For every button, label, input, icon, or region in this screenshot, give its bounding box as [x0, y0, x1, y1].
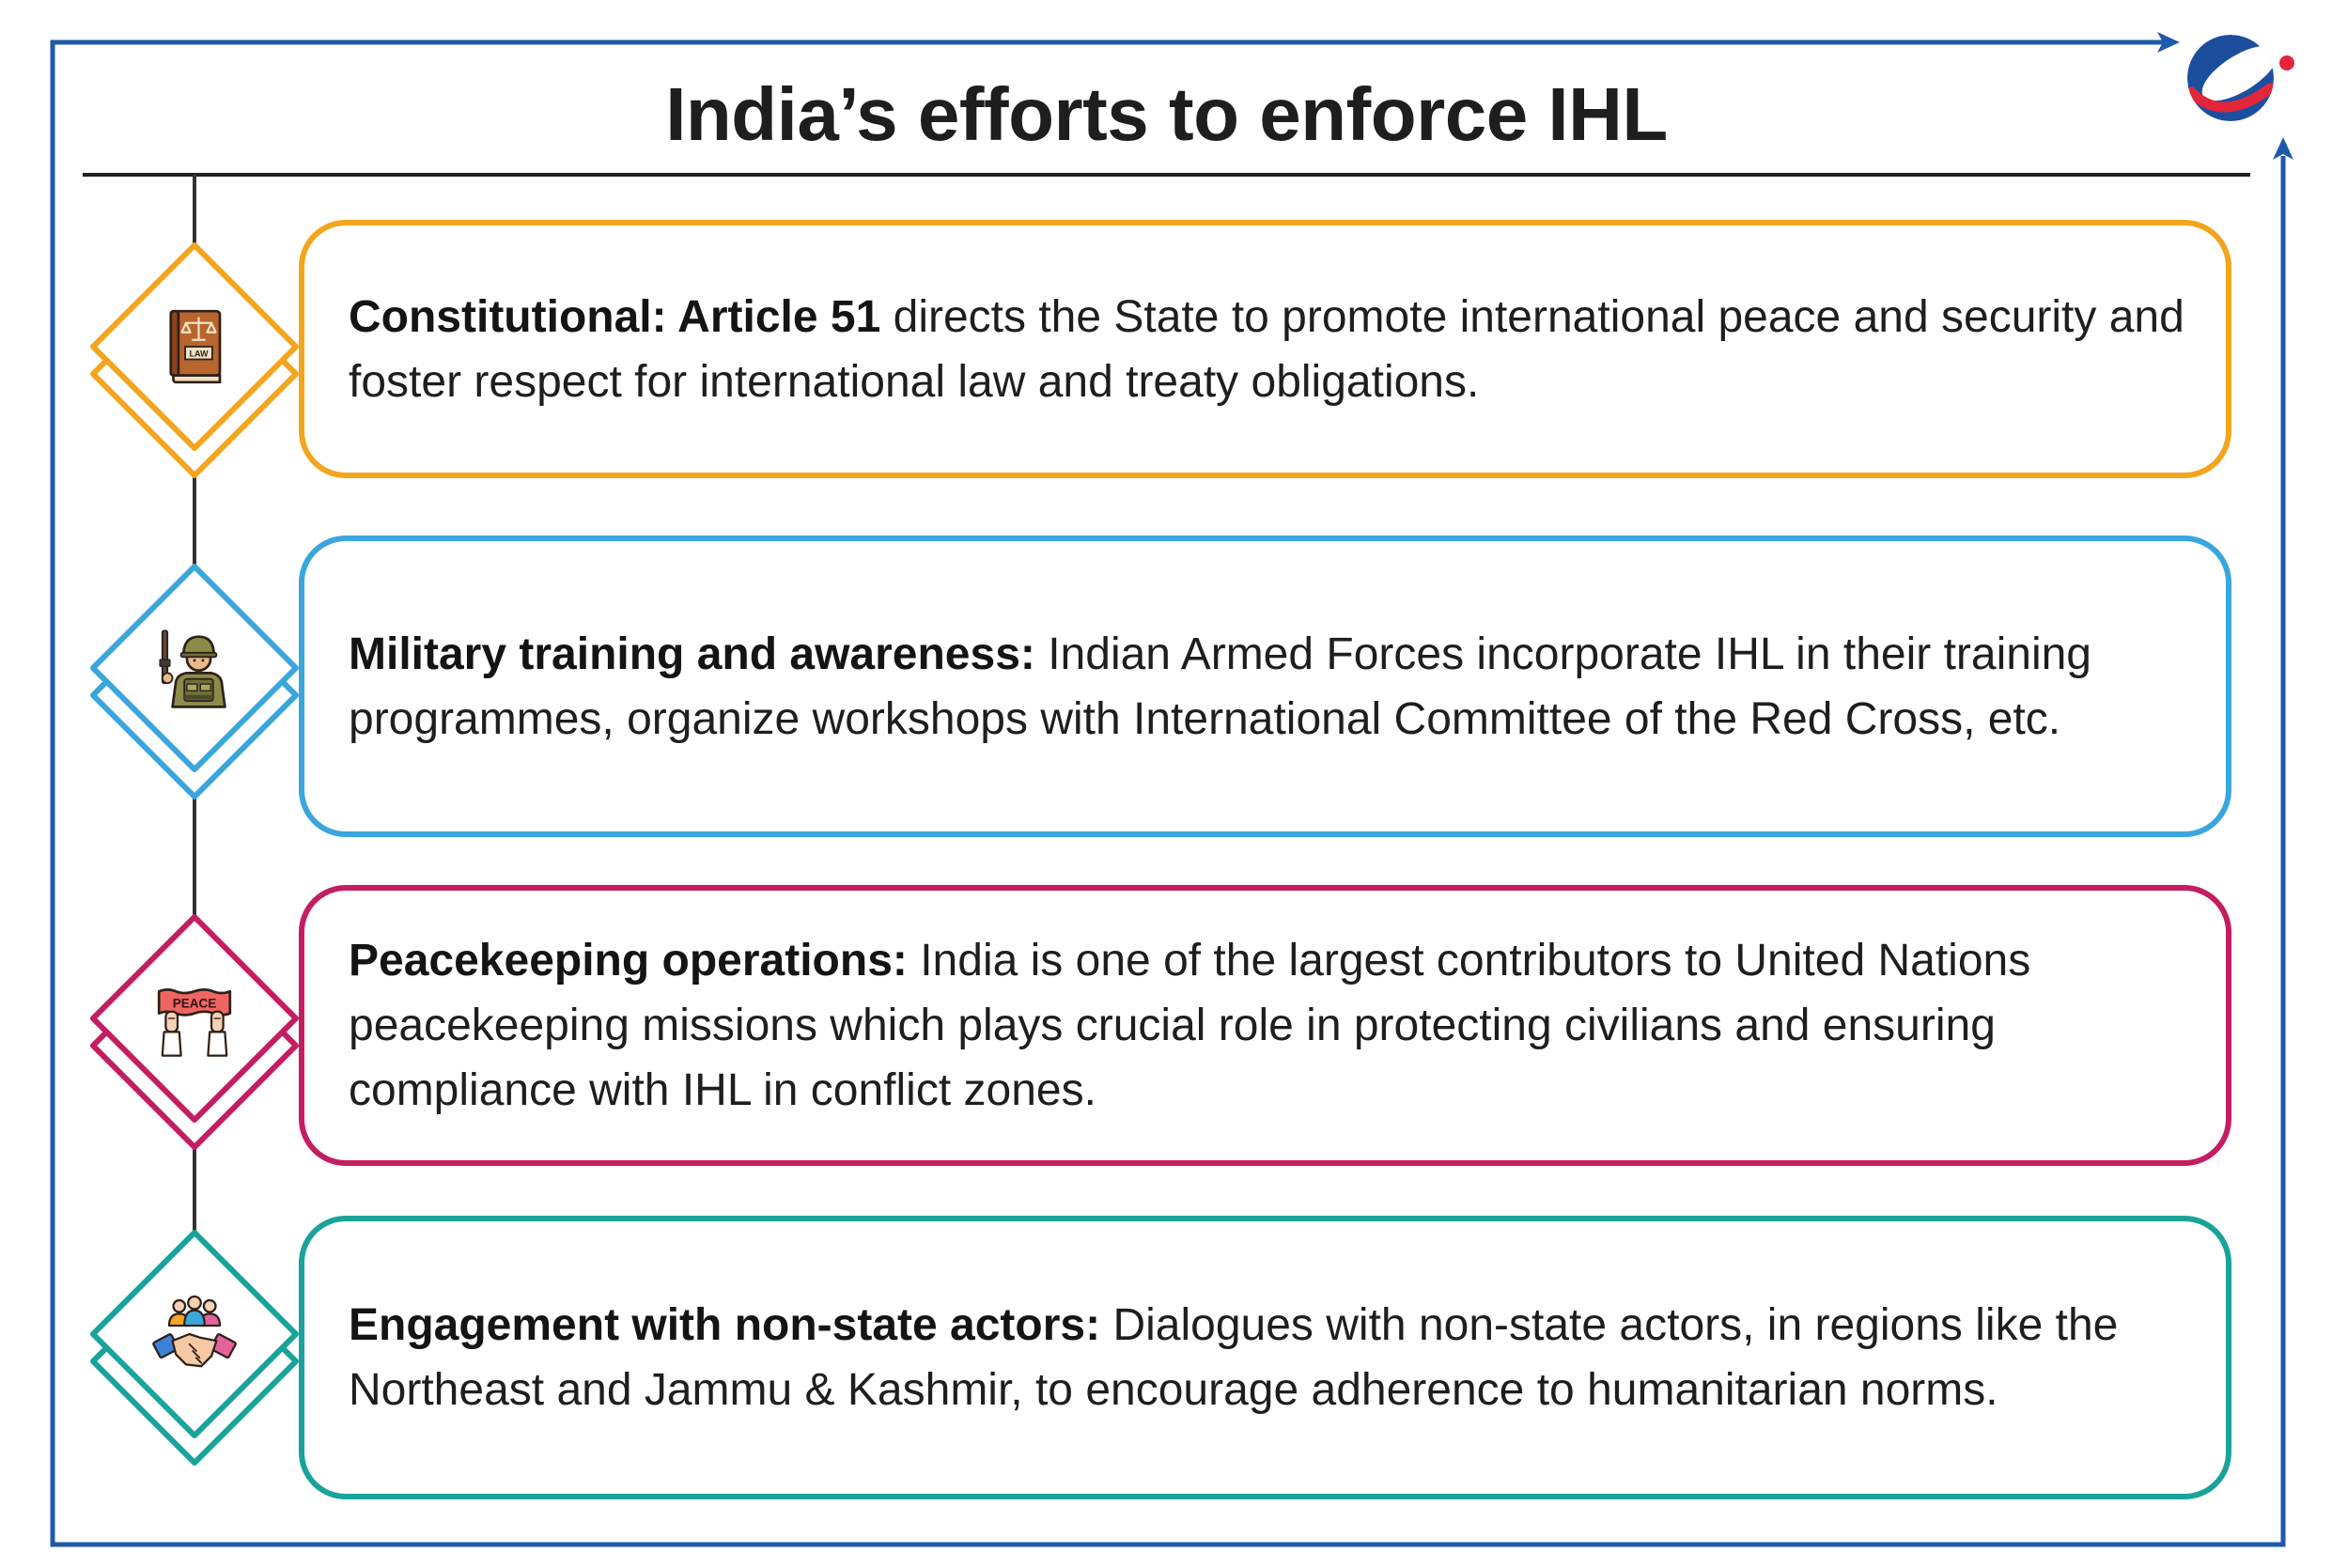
page-title: India’s efforts to enforce IHL	[665, 72, 1668, 156]
helmet-brim	[181, 653, 217, 658]
card-military-training	[299, 536, 2231, 837]
eye	[202, 659, 205, 661]
card-peacekeeping	[299, 885, 2231, 1166]
book-pages	[174, 376, 221, 382]
right-sleeve	[208, 1032, 226, 1055]
card-constitutional	[299, 220, 2231, 478]
vest-pocket	[200, 684, 210, 691]
card-text	[349, 1293, 2188, 1422]
law-book-icon	[152, 304, 237, 389]
card-heading: Engagement with non-state actors:	[349, 1300, 1101, 1350]
left-hand	[165, 1012, 178, 1032]
diamond-marker	[63, 1212, 326, 1494]
vest-belt	[184, 695, 213, 700]
diamond-marker	[63, 896, 326, 1178]
card-heading: Constitutional: Article 51	[349, 291, 881, 342]
card-text	[349, 622, 2188, 752]
card-description: Indian Armed Forces incorporate IHL in their training programmes, organize workshops with International Committee of the Red Cross, etc.	[349, 629, 2091, 744]
banner-text: PEACE	[172, 996, 217, 1011]
rifle-grip	[160, 660, 170, 666]
soldier-icon	[152, 626, 237, 710]
card-description: India is one of the largest contributors to United Nations peacekeeping missions which plays crucial role in protecting civilians and ensuring compliance with IHL in conflict zones.	[349, 936, 2031, 1115]
card-heading: Military training and awareness:	[349, 629, 1035, 679]
soldier-hand	[163, 673, 173, 683]
diamond-marker	[63, 546, 326, 828]
card-non-state-engagement	[299, 1216, 2231, 1499]
logo-dot	[2279, 55, 2294, 70]
vest-pocket	[187, 684, 197, 691]
card-description: Dialogues with non-state actors, in regions like the Northeast and Jammu & Kashmir, to encourage adherence to humanitarian norms.	[349, 1300, 2119, 1415]
right-hand	[211, 1012, 224, 1032]
people-group-icon	[169, 1296, 220, 1326]
book-spine	[171, 311, 179, 375]
title-divider	[83, 173, 2250, 177]
eye	[194, 659, 196, 661]
card-text	[349, 285, 2188, 414]
left-sleeve	[163, 1032, 181, 1055]
book-label-text: LAW	[189, 349, 209, 359]
card-description: directs the State to promote international peace and security and foster respect for international law and treaty obligations.	[349, 291, 2184, 407]
peace-banner-icon	[152, 976, 237, 1061]
card-text	[349, 928, 2188, 1123]
card-heading: Peacekeeping operations:	[349, 936, 908, 986]
handshake-icon	[152, 1292, 237, 1376]
diamond-marker	[63, 225, 326, 506]
